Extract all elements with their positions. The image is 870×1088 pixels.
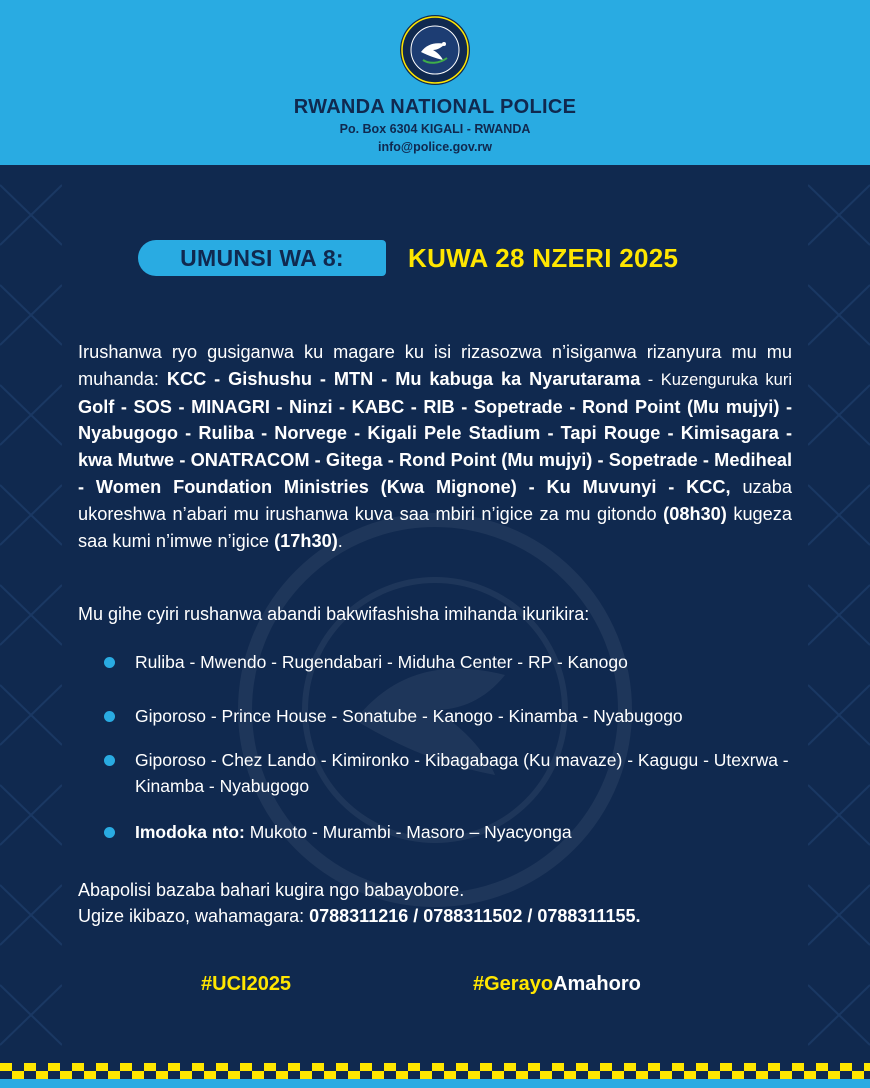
alt-route-text: Giporoso - Chez Lando - Kimironko - Kibagabaga (Ku mavaze) - Kagugu - Utexrwa - Kinamba - Nyabugogo — [135, 750, 789, 796]
bullet-dot-icon — [104, 657, 115, 668]
bullet-dot-icon — [104, 827, 115, 838]
police-logo — [399, 14, 471, 86]
intro-text-1: Irushanwa ryo gusiganwa ku magare ku isi rizasozwa n’isiganwa rizanyura mu mu muhanda: — [78, 342, 792, 389]
org-name: RWANDA NATIONAL POLICE — [293, 96, 577, 118]
route-description — [78, 339, 792, 554]
right-pattern-decoration — [808, 165, 870, 1063]
route-start: KCC - Gishushu - MTN - Mu kabuga ka Nyarutarama — [166, 368, 641, 389]
police-presence-note: Abapolisi bazaba bahari kugira ngo babayobore. — [78, 880, 465, 900]
checkered-footer-stripe — [0, 1063, 870, 1088]
alt-route-text: Mukoto - Murambi - Masoro – Nyacyonga — [244, 822, 572, 842]
end-time: (17h30) — [274, 530, 338, 551]
intro-text-4: kugeza saa kumi n’imwe n’igice — [78, 503, 792, 551]
bullet-dot-icon — [104, 711, 115, 722]
contact-prefix: Ugize ikibazo, wahamagara: — [78, 906, 310, 926]
hashtag-gerayo — [473, 973, 641, 996]
contact-line — [78, 906, 818, 927]
org-po-box: Po. Box 6304 KIGALI - RWANDA — [339, 122, 531, 136]
alt-route-text-wrap — [135, 819, 795, 845]
alt-route-text: Ruliba - Mwendo - Rugendabari - Miduha Center - RP - Kanogo — [135, 652, 628, 672]
hashtag-gerayo-part2: Amahoro — [553, 973, 641, 995]
alternative-routes-heading: Mu gihe cyiri rushanwa abandi bakwifashisha imihanda ikurikira: — [78, 604, 590, 624]
intro-text-2: - Kuzenguruka kuri — [640, 370, 793, 389]
bullet-dot-icon — [104, 755, 115, 766]
day-label: UMUNSI WA 8: — [138, 240, 386, 276]
intro-text-5: . — [337, 530, 343, 551]
start-time: (08h30) — [663, 503, 727, 524]
hashtag-uci: #UCI2025 — [201, 973, 292, 995]
phone-numbers: 0788311216 / 0788311502 / 0788311155. — [309, 906, 641, 926]
route-main: Golf - SOS - MINAGRI - Ninzi - KABC - RIB - Sopetrade - Rond Point (Mu mujyi) - Nyabugogo - Ruliba - Norvege - Kigali Pele Stadium - Tapi Rouge - Kimisagara - kwa Mutwe - ONATRACOM - Gitega - Rond Point (Mu mujyi) - Sopetrade - Mediheal - Women Foundation Ministries (Kwa Mignone) - Ku Muvunyi - KCC, — [78, 396, 792, 497]
alt-route-text: Giporoso - Prince House - Sonatube - Kanogo - Kinamba - Nyabugogo — [135, 706, 683, 726]
small-vehicles-label: Imodoka nto: — [135, 822, 245, 842]
intro-text-3: uzaba ukoreshwa n’abari mu irushanwa kuva saa mbiri n’igice za mu gitondo — [78, 476, 792, 524]
org-email: info@police.gov.rw — [377, 140, 493, 154]
hashtag-gerayo-part1: #Gerayo — [473, 973, 554, 995]
header-band — [0, 0, 870, 165]
event-date: KUWA 28 NZERI 2025 — [408, 243, 679, 273]
left-pattern-decoration — [0, 165, 62, 1063]
